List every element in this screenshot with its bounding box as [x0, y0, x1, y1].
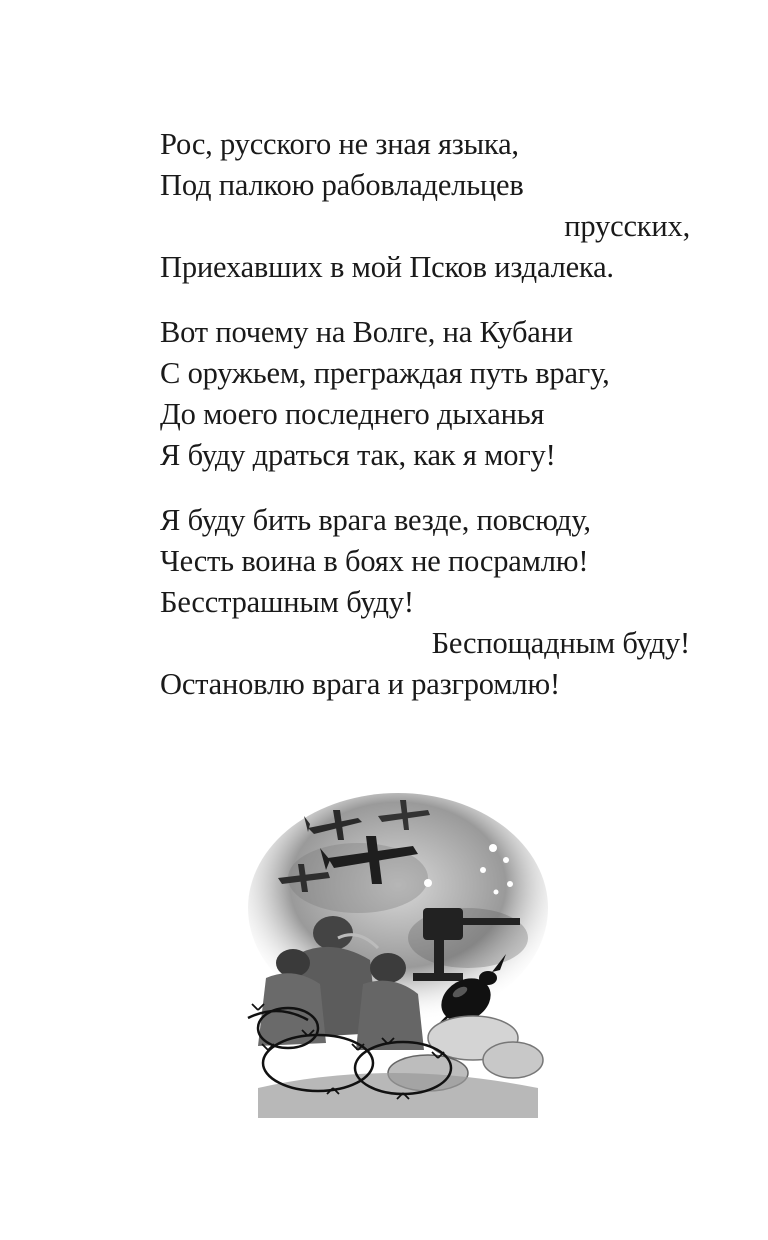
poem-line: Остановлю врага и разгромлю! [160, 667, 560, 701]
poem-line: До моего последнего дыханья [160, 397, 545, 431]
poem-line-indented: прусских, [564, 209, 690, 243]
poem-line: Приехавших в мой Псков издалека. [160, 250, 614, 284]
poem-line: Я буду бить врага везде, повсюду, [160, 503, 591, 537]
stanza-2 [160, 312, 690, 476]
poem-line: Бесстрашным буду! [160, 585, 414, 619]
poem-line: Под палкою рабовладельцев [160, 168, 524, 202]
poem-line-indented: Беспощадным буду! [431, 626, 690, 660]
poem-line: Честь воина в боях не посрамлю! [160, 544, 589, 578]
poem [160, 124, 690, 729]
poem-line: С оружьем, преграждая путь врагу, [160, 356, 610, 390]
poem-line: Я буду драться так, как я могу! [160, 438, 556, 472]
poem-line: Вот почему на Волге, на Кубани [160, 315, 573, 349]
stanza-3 [160, 500, 690, 705]
stanza-1 [160, 124, 690, 288]
war-illustration [238, 788, 548, 1118]
poem-line: Рос, русского не зная языка, [160, 127, 519, 161]
